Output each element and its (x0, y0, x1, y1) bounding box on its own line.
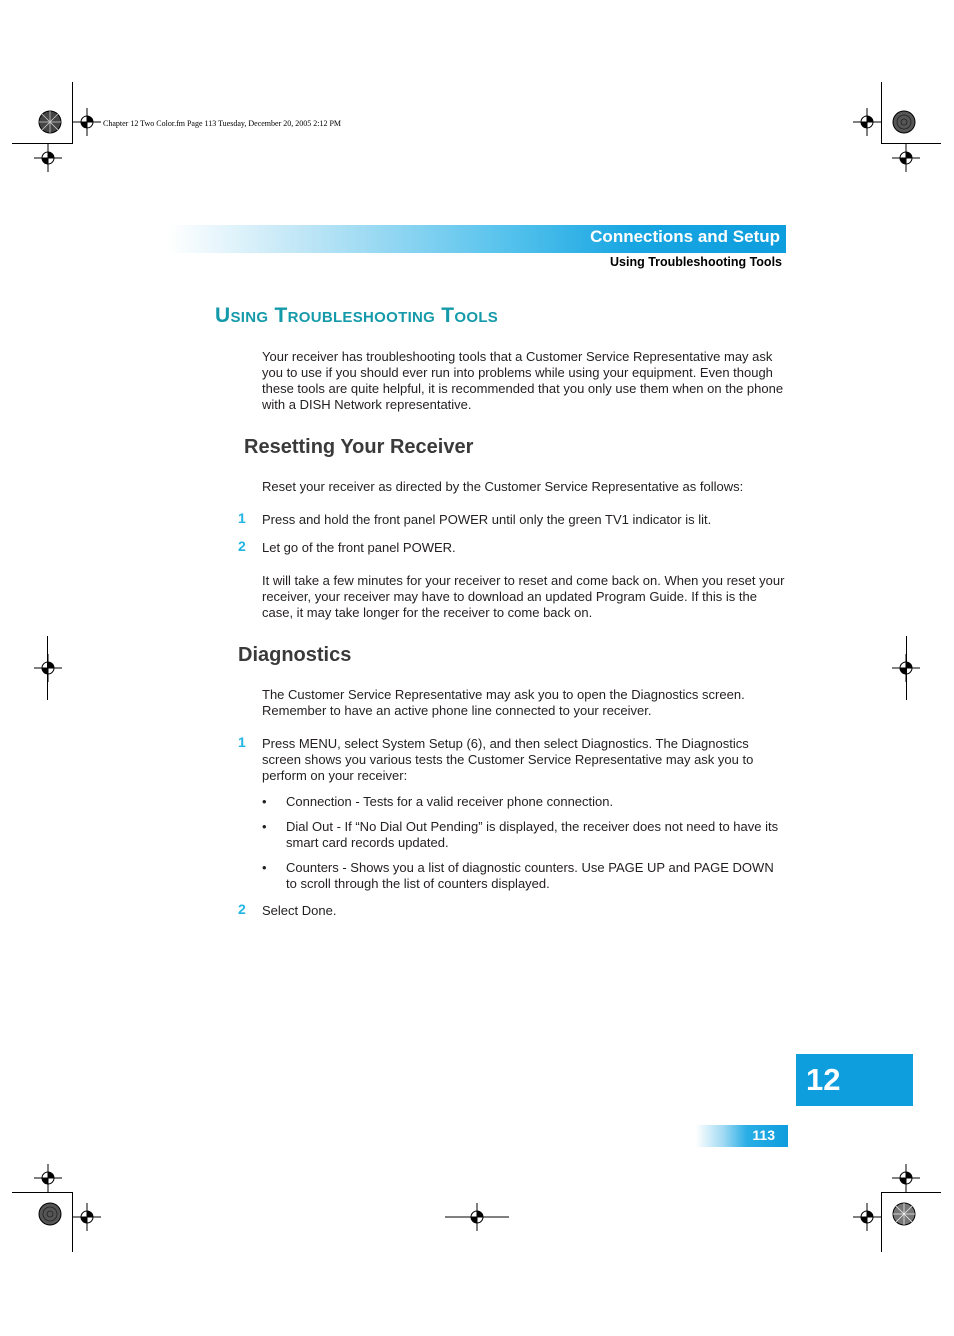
registration-mark-icon (73, 1203, 101, 1231)
diagnostics-step-2: Select Done. (262, 903, 337, 918)
chapter-tab (796, 1054, 913, 1106)
reset-note: It will take a few minutes for your receiver to reset and come back on. When you reset your receiver, your receiver may have to download an updated Program Guide. If this is the case, it may take longer for the receiver to come back on. (262, 573, 785, 620)
intro-paragraph: Your receiver has troubleshooting tools that a Customer Service Representative may ask you to use if you should ever run into problems while using your equipment. Even though these tools are quite helpful, it is recommended that you only use them when on the phone with a DISH Network representative. (262, 349, 784, 412)
color-wheel-icon (38, 110, 62, 134)
color-wheel-icon (892, 110, 916, 134)
reset-lead: Reset your receiver as directed by the Customer Service Representative as follows: (262, 479, 744, 494)
crop-line (12, 1192, 72, 1193)
color-wheel-icon (892, 1202, 916, 1226)
subsection-title: Using Troubleshooting Tools (610, 255, 782, 269)
file-meta: Chapter 12 Two Color.fm Page 113 Tuesday, December 20, 2005 2:12 PM (103, 119, 342, 128)
crop-line (881, 82, 882, 144)
registration-mark-icon (892, 1164, 920, 1192)
registration-mark-icon (892, 654, 920, 682)
registration-mark-icon (853, 1203, 881, 1231)
bullet: • (262, 860, 267, 875)
registration-mark-icon (34, 1164, 62, 1192)
bullet-counters: Counters - Shows you a list of diagnostic counters. Use PAGE UP and PAGE DOWN to scroll through the list of counters displayed. (286, 860, 774, 891)
page-title: Using Troubleshooting Tools (215, 304, 499, 327)
section-title: Connections and Setup (590, 227, 780, 246)
bullet: • (262, 794, 267, 809)
reset-heading: Resetting Your Receiver (244, 436, 474, 458)
page-number: 113 (752, 1127, 775, 1143)
step-number: 2 (238, 901, 246, 917)
color-wheel-icon (38, 1202, 62, 1226)
diagnostics-heading: Diagnostics (238, 644, 352, 666)
crop-line (881, 1192, 941, 1193)
registration-mark-icon (892, 144, 920, 172)
registration-mark-icon (445, 1203, 509, 1231)
bullet: • (262, 819, 267, 834)
step-number: 1 (238, 510, 246, 526)
step-number: 2 (238, 538, 246, 554)
diagnostics-lead: The Customer Service Representative may ask you to open the Diagnostics screen. Remember to have an active phone line connected to your receiver. (262, 687, 745, 718)
step-number: 1 (238, 734, 246, 750)
registration-mark-icon (73, 108, 101, 136)
registration-mark-icon (34, 654, 62, 682)
bullet-dial-out: Dial Out - If “No Dial Out Pending” is displayed, the receiver does not need to have its smart card records updated. (286, 819, 779, 850)
page-number-bar (696, 1125, 788, 1147)
bullet-connection: Connection - Tests for a valid receiver phone connection. (286, 794, 614, 809)
crop-line (881, 1192, 882, 1252)
reset-step-2: Let go of the front panel POWER. (262, 540, 456, 555)
registration-mark-icon (34, 144, 62, 172)
header-bar (168, 225, 786, 253)
reset-step-1: Press and hold the front panel POWER until only the green TV1 indicator is lit. (262, 512, 712, 527)
chapter-number: 12 (806, 1062, 841, 1097)
registration-mark-icon (853, 108, 881, 136)
diagnostics-step-1: Press MENU, select System Setup (6), and then select Diagnostics. The Diagnostics screen shows you various tests the Customer Service Representative may ask you to perform on your receiver: (262, 736, 754, 783)
